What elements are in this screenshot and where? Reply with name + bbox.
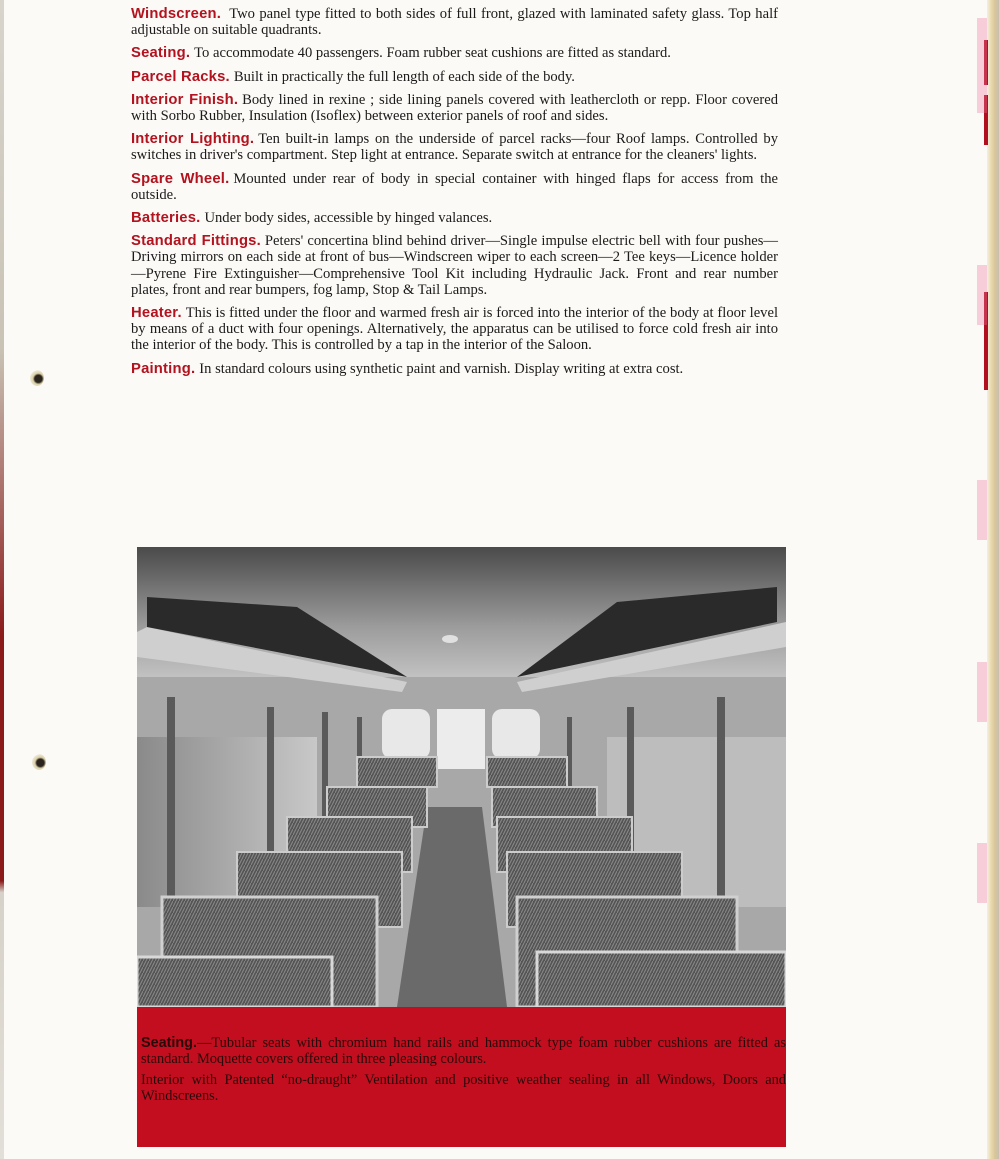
print-registration-mark bbox=[977, 662, 987, 722]
spec-text: To accommodate 40 passengers. Foam rubber seat cushions are fitted as standard. bbox=[194, 45, 671, 62]
spec-windscreen bbox=[131, 6, 778, 38]
specification-list bbox=[131, 6, 778, 384]
spec-heading: Interior Lighting. bbox=[131, 131, 255, 148]
photo-caption bbox=[141, 1035, 786, 1109]
spec-heading: Windscreen. bbox=[131, 6, 222, 22]
spec-heading: Painting. bbox=[131, 360, 196, 377]
spec-text: In standard colours using synthetic paint and varnish. Display writing at extra cost. bbox=[199, 360, 684, 377]
spec-text: Body lined in rexine ; side lining panels covered with leathercloth or repp. Floor covered with Sorbo Rubber, Insulation (Isoflex) between exterior panels of roof and sides. bbox=[131, 91, 778, 125]
spec-standard-fittings bbox=[131, 233, 778, 298]
spec-heading: Spare Wheel. bbox=[131, 170, 230, 187]
spec-text: This is fitted under the floor and warmed fresh air is forced into the interior of the body at floor level by means of a duct with four openings. Alternatively, the apparatus can be utilised to force cold fresh air into the interior of the body. This is controlled by a tap in the interior of the Saloon. bbox=[131, 305, 778, 354]
spec-heading: Standard Fittings. bbox=[131, 233, 261, 250]
spec-heater bbox=[131, 305, 778, 354]
spec-heading: Heater. bbox=[131, 305, 182, 322]
spec-text: Peters' concertina blind behind driver—Single impulse electric bell with four pushes—Driving mirrors on each side at front of bus—Windscreen wiper to each screen—2 Tee keys—Licence holder—Pyrene Fire Extinguisher—Comprehensive Tool Kit including Hydraulic Jack. Front and rear number plates, front and rear bumpers, fog lamp, Stop & Tail Lamps. bbox=[131, 233, 778, 298]
spec-heading: Interior Finish. bbox=[131, 91, 239, 108]
spec-text: Mounted under rear of body in special container with hinged flaps for access from the outside. bbox=[131, 170, 778, 203]
print-registration-mark bbox=[977, 18, 987, 113]
spec-heading: Parcel Racks. bbox=[131, 68, 230, 85]
photo-caption-box bbox=[137, 1007, 786, 1147]
spec-seating bbox=[131, 45, 778, 61]
print-registration-mark bbox=[977, 480, 987, 540]
spec-heading: Batteries. bbox=[131, 210, 201, 227]
spec-batteries bbox=[131, 210, 778, 226]
print-registration-mark bbox=[977, 843, 987, 903]
spec-painting bbox=[131, 361, 778, 377]
left-binding-edge bbox=[0, 0, 4, 1159]
caption-paragraph-ventilation: Interior with Patented “no-draught” Ventilation and positive weather sealing in all Windows, Doors and Windscreens. bbox=[141, 1072, 786, 1104]
spec-parcel-racks bbox=[131, 69, 778, 85]
print-registration-mark bbox=[977, 265, 987, 325]
spec-text: Built in practically the full length of each side of the body. bbox=[233, 68, 575, 85]
punch-hole bbox=[30, 370, 44, 386]
spec-heading: Seating. bbox=[131, 45, 191, 62]
spec-text: Two panel type fitted to both sides of full front, glazed with laminated safety glass. Top half adjustable on suitable quadrants. bbox=[131, 6, 778, 39]
bus-interior-photo bbox=[137, 547, 786, 1007]
caption-paragraph-seating bbox=[141, 1035, 786, 1067]
right-page-edge bbox=[987, 0, 999, 1159]
spec-text: Under body sides, accessible by hinged valances. bbox=[204, 210, 493, 227]
spec-text: Ten built-in lamps on the underside of parcel racks—four Roof lamps. Controlled by switches in driver's compartment. Step light at entrance. Separate switch at entrance for the cleaners' lights. bbox=[131, 131, 778, 164]
right-edge-red-tab bbox=[984, 340, 988, 390]
caption-text: —Tubular seats with chromium hand rails and hammock type foam rubber cushions are fitted as standard. Moquette covers offered in three pleasing colours. bbox=[141, 1035, 786, 1067]
caption-heading: Seating. bbox=[141, 1035, 197, 1051]
spec-spare-wheel bbox=[131, 171, 778, 203]
punch-hole bbox=[32, 754, 46, 770]
spec-interior-lighting bbox=[131, 131, 778, 163]
spec-interior-finish bbox=[131, 92, 778, 124]
